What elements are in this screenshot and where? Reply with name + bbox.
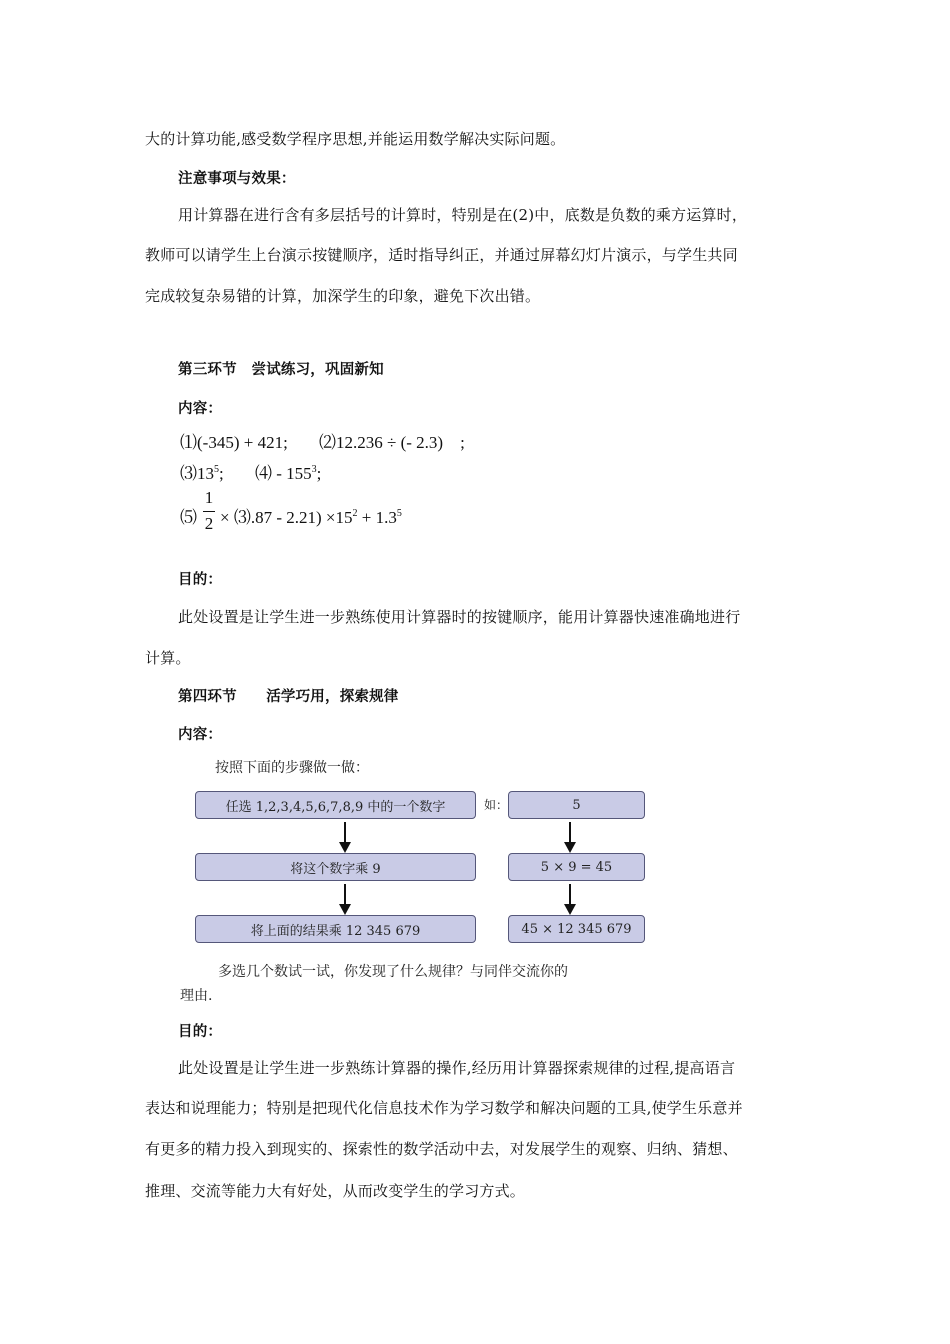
exercise-4: ⑷ - $155^3$; bbox=[255, 464, 322, 483]
section3-content-label: 内容： bbox=[178, 401, 223, 417]
section4-purpose-line-3: 有更多的精力投入到现实的、探索性的数学活动中去，对发展学生的观察、归纳、猜想、 bbox=[145, 1140, 738, 1158]
flow-arrow-down-icon bbox=[563, 822, 577, 854]
exercise-5-denominator: 2 bbox=[204, 514, 214, 533]
section3-purpose-label: 目的： bbox=[178, 572, 223, 588]
flow-question-line-1: 多选几个数试一试，你发现了什么规律？与同伴交流你的 bbox=[218, 964, 568, 980]
exercise-5-numerator: 1 bbox=[204, 488, 214, 507]
notes-line-1: 用计算器在进行含有多层括号的计算时，特别是在(2)中，底数是负数的乘方运算时， bbox=[178, 206, 748, 224]
section4-purpose-label: 目的： bbox=[178, 1024, 223, 1040]
exercise-2: ⑵12.236 ÷ (- 2.3) ; bbox=[319, 433, 465, 452]
notes-line-3: 完成较复杂易错的计算，加深学生的印象，避免下次出错。 bbox=[145, 287, 541, 305]
flow-arrow-down-icon bbox=[338, 884, 352, 916]
section4-purpose-line-1: 此处设置是让学生进一步熟练计算器的操作,经历用计算器探索规律的过程,提高语言 bbox=[178, 1059, 736, 1077]
example-label: 如： bbox=[484, 798, 509, 812]
flow-step-1-box: 任选 1,2,3,4,5,6,7,8,9 中的一个数字 bbox=[195, 791, 476, 819]
intro-line: 大的计算功能,感受数学程序思想,并能运用数学解决实际问题。 bbox=[145, 130, 566, 148]
section3-purpose-line-2: 计算。 bbox=[145, 649, 191, 667]
example-step-1-box: 5 bbox=[508, 791, 645, 819]
flow-question-line-2: 理由. bbox=[180, 988, 213, 1004]
exercise-5-fraction-bar bbox=[203, 511, 215, 512]
section3-title: 第三环节 尝试练习，巩固新知 bbox=[178, 362, 384, 378]
exercise-5-body: × ⑶.87 - $2.21) \times 15^2 + 1.3^5$ bbox=[220, 508, 402, 527]
flow-arrow-down-icon bbox=[563, 884, 577, 916]
example-step-3-box: 45 × 12 345 679 bbox=[508, 915, 645, 943]
flow-instruction: 按照下面的步骤做一做： bbox=[215, 760, 369, 776]
section4-purpose-line-2: 表达和说理能力；特别是把现代化信息技术作为学习数学和解决问题的工具,使学生乐意并 bbox=[145, 1099, 743, 1117]
section3-purpose-line-1: 此处设置是让学生进一步熟练使用计算器时的按键顺序，能用计算器快速准确地进行 bbox=[178, 608, 741, 626]
flow-step-3-box: 将上面的结果乘 12 345 679 bbox=[195, 915, 476, 943]
notes-line-2: 教师可以请学生上台演示按键顺序，适时指导纠正，并通过屏幕幻灯片演示，与学生共同 bbox=[145, 246, 738, 264]
exercise-5-prefix: ⑸ bbox=[180, 508, 197, 527]
section4-content-label: 内容： bbox=[178, 727, 223, 743]
flow-arrow-down-icon bbox=[338, 822, 352, 854]
example-step-2-box: 5 × 9 = 45 bbox=[508, 853, 645, 881]
exercise-3: $⑶13^5$; bbox=[180, 464, 224, 483]
section4-purpose-line-4: 推理、交流等能力大有好处，从而改变学生的学习方式。 bbox=[145, 1182, 526, 1200]
flow-step-2-box: 将这个数字乘 9 bbox=[195, 853, 476, 881]
section4-title: 第四环节 活学巧用，探索规律 bbox=[178, 689, 399, 705]
exercise-1: ⑴(-345) + 421; bbox=[180, 433, 288, 452]
notes-heading: 注意事项与效果： bbox=[178, 171, 296, 187]
